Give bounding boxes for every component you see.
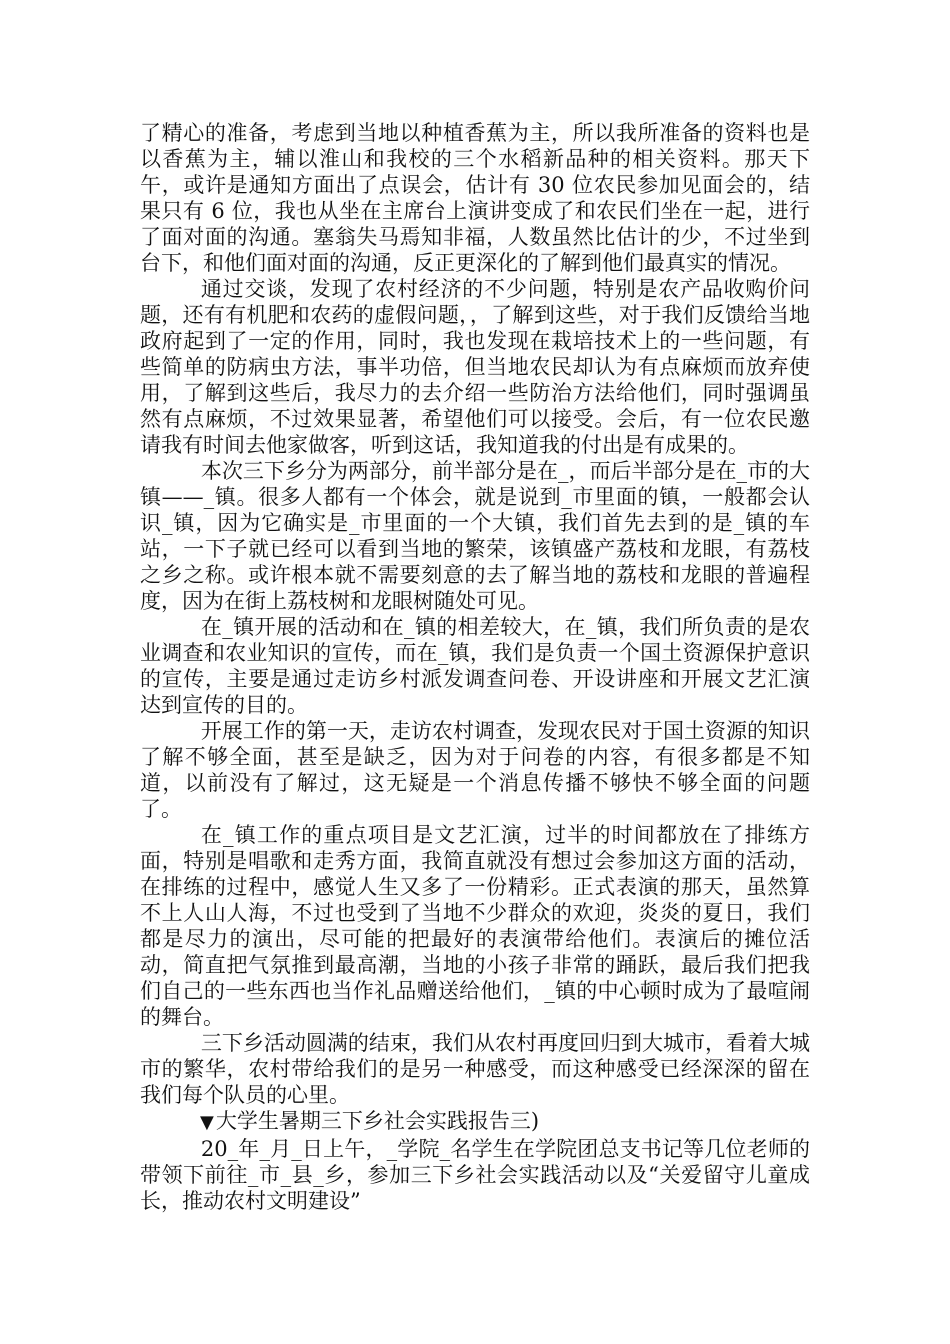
paragraph-1: 了精心的准备，考虑到当地以种植香蕉为主，所以我所准备的资料也是以香蕉为主，辅以淮山和我校的三个水稻新品种的相关资料。那天下午，或许是通知方面出了点误会，估计有 30 位农民参加见面会的，结果只有 6 位，我也从坐在主席台上演讲变成了和农民们坐在一起，进行了面对面的沟通。塞翁失马焉知非福，人数虽然比估计的少，不过坐到台下，和他们面对面的沟通，反正更深化的了解到他们最真实的情况。 [140,121,810,275]
paragraph-5: 开展工作的第一天，走访农村调查，发现农民对于国土资源的知识了解不够全面，甚至是缺乏，因为对于问卷的内容，有很多都是不知道，以前没有了解过，这无疑是一个消息传播不够快不够全面的问题了。 [140,719,810,821]
paragraph-4: 在_镇开展的活动和在_镇的相差较大，在_镇，我们所负责的是农业调查和农业知识的宣传，而在_镇，我们是负责一个国土资源保护意识的宣传，主要是通过走访乡村派发调查问卷、开设讲座和开展文艺汇演达到宣传的目的。 [140,615,810,717]
section-heading-text: 大学生暑期三下乡社会实践报告三) [215,1109,540,1133]
paragraph-final: 20_年_月_日上午，_学院_名学生在学院团总支书记等几位老师的带领下前往_市_县_乡，参加三下乡社会实践活动以及“关爱留守儿童成长，推动农村文明建设” [140,1137,810,1213]
document-page [140,120,810,1214]
paragraph-7: 三下乡活动圆满的结束，我们从农村再度回归到大城市，看着大城市的繁华，农村带给我们的是另一种感受，而这种感受已经深深的留在我们每个队员的心里。 [140,1031,810,1107]
section-heading [140,1108,810,1136]
paragraph-2: 通过交谈，发现了农村经济的不少问题，特别是农产品收购价问题，还有有机肥和农药的虚假问题，，了解到这些，对于我们反馈给当地政府起到了一定的作用，同时，我也发现在栽培技术上的一些问题，有些简单的防病虫方法，事半功倍，但当地农民却认为有点麻烦而放弃使用，了解到这些后，我尽力的去介绍一些防治方法给他们，同时强调虽然有点麻烦，不过效果显著，希望他们可以接受。会后，有一位农民邀请我有时间去他家做客，听到这话，我知道我的付出是有成果的。 [140,277,810,457]
triangle-down-icon: ▼ [200,1112,214,1133]
paragraph-3: 本次三下乡分为两部分，前半部分是在_，而后半部分是在_市的大镇——_镇。很多人都有一个体会，就是说到_市里面的镇，一般都会认识_镇，因为它确实是_市里面的一个大镇，我们首先去到的是_镇的车站，一下子就已经可以看到当地的繁荣，该镇盛产荔枝和龙眼，有荔枝之乡之称。或许根本就不需要刻意的去了解当地的荔枝和龙眼的普遍程度，因为在街上荔枝树和龙眼树随处可见。 [140,459,810,613]
paragraph-6: 在_镇工作的重点项目是文艺汇演，过半的时间都放在了排练方面，特别是唱歌和走秀方面，我简直就没有想过会参加这方面的活动，在排练的过程中，感觉人生又多了一份精彩。正式表演的那天，虽然算不上人山人海，不过也受到了当地不少群众的欢迎，炎炎的夏日，我们都是尽力的演出，尽可能的把最好的表演带给他们。表演后的摊位活动，简直把气氛推到最高潮，当地的小孩子非常的踊跃，最后我们把我们自己的一些东西也当作礼品赠送给他们，_镇的中心顿时成为了最喧闹的舞台。 [140,823,810,1029]
